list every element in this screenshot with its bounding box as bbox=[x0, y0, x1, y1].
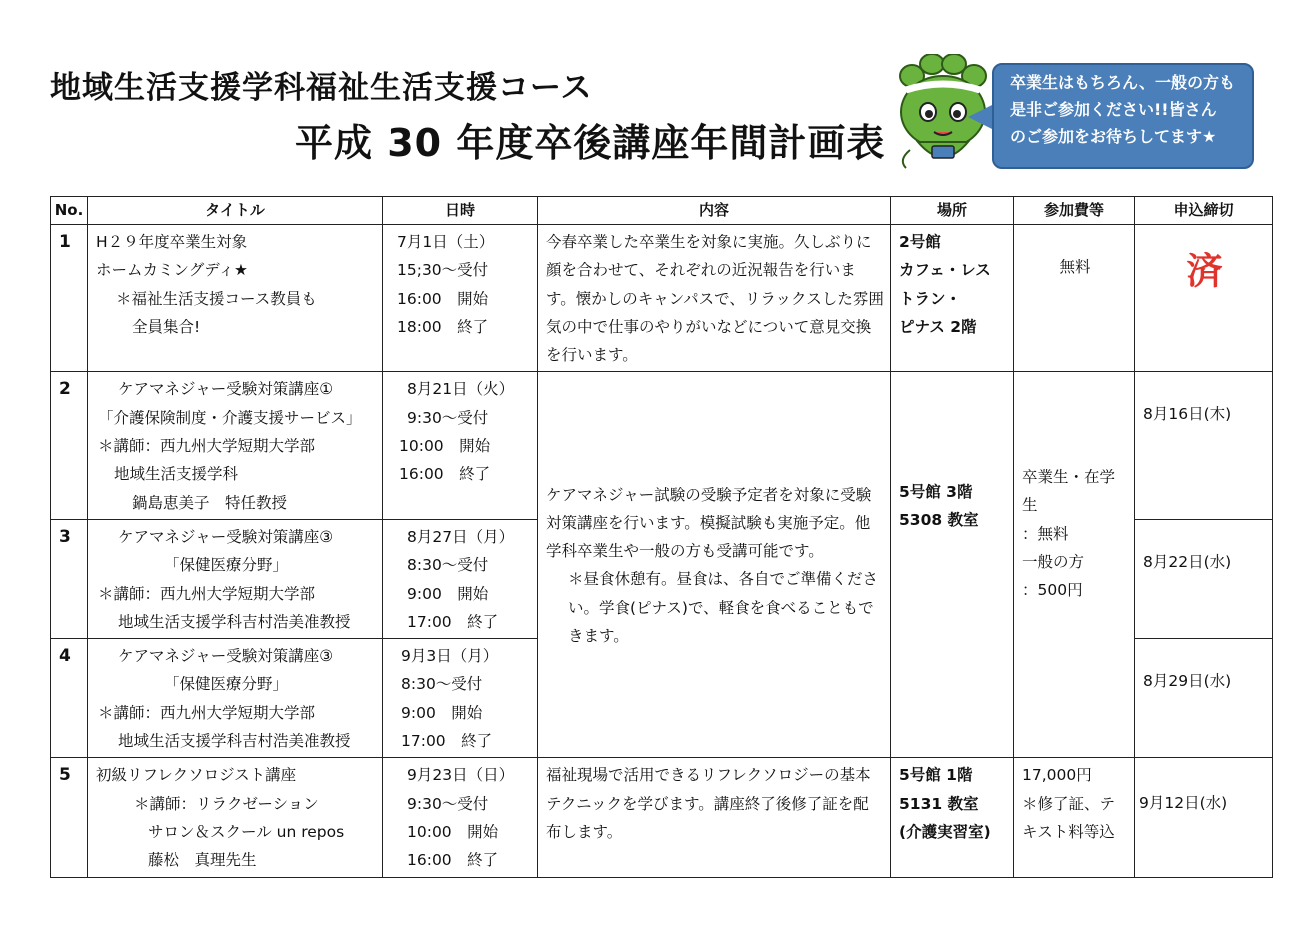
deadline-text: 9月12日(水) bbox=[1139, 794, 1228, 813]
bubble-line: 卒業生はもちろん、一般の方も bbox=[1010, 73, 1235, 92]
header-content: 内容 bbox=[538, 197, 891, 225]
speech-bubble-tail bbox=[968, 104, 994, 130]
schedule-table bbox=[50, 196, 1273, 878]
place-line: カフェ・レス bbox=[899, 261, 991, 280]
header-deadline: 申込締切 bbox=[1135, 197, 1273, 225]
header-datetime: 日時 bbox=[383, 197, 538, 225]
content-text: ケアマネジャー試験の受験予定者を対象に受験対策講座を行います。模擬試験も実施予定。他学科卒業生や一般の方も受講可能です。 bbox=[546, 485, 872, 561]
fee-line: 卒業生・在学生 bbox=[1022, 468, 1116, 515]
datetime-line: 16:00 終了 bbox=[407, 851, 499, 870]
header-no: No. bbox=[51, 197, 88, 225]
datetime-line: 10:00 開始 bbox=[407, 822, 499, 841]
datetime-line: 9:00 開始 bbox=[401, 703, 483, 722]
row-place-shared bbox=[891, 372, 1014, 758]
page-title: 平成 30 年度卒後講座年間計画表 bbox=[295, 121, 886, 165]
content-note: ＊昼食休憩有。昼食は、各自でご準備ください。学食(ピナス)で、軽食を食べることもできます。 bbox=[568, 570, 879, 645]
row-number: 1 bbox=[51, 225, 88, 372]
datetime-line: 10:00 開始 bbox=[399, 437, 491, 456]
title-line: ケアマネジャー受験対策講座① bbox=[118, 380, 334, 399]
row-deadline bbox=[1135, 639, 1273, 758]
title-line: ＊福祉生活支援コース教員も bbox=[116, 289, 317, 308]
table-header-row bbox=[51, 197, 1273, 225]
title-line: 全員集合! bbox=[132, 317, 201, 336]
row-number: 2 bbox=[51, 372, 88, 519]
row-place bbox=[891, 758, 1014, 877]
fee-line: ＊修了証、テキスト料等込 bbox=[1022, 794, 1116, 841]
title-line: H２９年度卒業生対象 bbox=[96, 233, 248, 251]
row-title bbox=[88, 639, 383, 758]
title-line: 地域生活支援学科吉村浩美准教授 bbox=[118, 732, 351, 751]
place-line: 2号館 bbox=[899, 233, 941, 251]
row-datetime bbox=[383, 225, 538, 372]
datetime-line: 8:30～受付 bbox=[407, 556, 489, 575]
fee-line: 一般の方 bbox=[1022, 553, 1085, 572]
row-fee bbox=[1014, 225, 1135, 372]
datetime-line: 18:00 終了 bbox=[397, 317, 489, 336]
title-line: 地域生活支援学科吉村浩美准教授 bbox=[118, 612, 351, 631]
place-line: 5308 教室 bbox=[899, 511, 979, 530]
row-fee bbox=[1014, 758, 1135, 877]
fee-line: ：無料 bbox=[1022, 524, 1069, 543]
bubble-line: 是非ご参加ください!!皆さん bbox=[1010, 100, 1217, 119]
datetime-line: 9月23日（日） bbox=[407, 766, 515, 785]
header-place: 場所 bbox=[891, 197, 1014, 225]
title-line: 「介護保険制度・介護支援サービス」 bbox=[98, 408, 362, 427]
row-deadline bbox=[1135, 225, 1273, 372]
deadline-text: 8月29日(水) bbox=[1143, 672, 1232, 691]
row-fee-shared bbox=[1014, 372, 1135, 758]
row-title bbox=[88, 372, 383, 519]
datetime-line: 9月3日（月） bbox=[401, 647, 499, 666]
row-deadline bbox=[1135, 519, 1273, 638]
row-content bbox=[538, 225, 891, 372]
datetime-line: 8月27日（月） bbox=[407, 527, 515, 546]
deadline-text: 8月16日(木) bbox=[1143, 405, 1232, 424]
row-datetime bbox=[383, 639, 538, 758]
table-row bbox=[51, 372, 1273, 519]
place-line: 5号館 1階 bbox=[899, 766, 973, 785]
bubble-line: のご参加をお待ちしてます★ bbox=[1010, 127, 1217, 146]
row-datetime bbox=[383, 519, 538, 638]
datetime-line: 8月21日（火） bbox=[407, 380, 515, 399]
place-line: ピナス 2階 bbox=[899, 317, 977, 336]
header-fee: 参加費等 bbox=[1014, 197, 1135, 225]
title-line: ＊講師：西九州大学短期大学部 bbox=[98, 437, 316, 456]
row-title bbox=[88, 519, 383, 638]
header-title: タイトル bbox=[88, 197, 383, 225]
datetime-line: 7月1日（土） bbox=[397, 233, 495, 251]
row-deadline bbox=[1135, 758, 1273, 877]
datetime-line: 16:00 終了 bbox=[399, 465, 491, 484]
fee-line: 17,000円 bbox=[1022, 766, 1092, 785]
fee-text: 無料 bbox=[1059, 258, 1091, 276]
title-line: ＊講師：西九州大学短期大学部 bbox=[98, 703, 316, 722]
datetime-line: 17:00 終了 bbox=[407, 612, 499, 631]
content-text: 福祉現場で活用できるリフレクソロジーの基本テクニックを学びます。講座終了後修了証を配布します。 bbox=[546, 766, 871, 841]
place-line: 5号館 3階 bbox=[899, 483, 973, 502]
fee-line: ：500円 bbox=[1022, 581, 1083, 600]
row-title bbox=[88, 225, 383, 372]
table-row bbox=[51, 225, 1273, 372]
row-title bbox=[88, 758, 383, 877]
title-line: 初級リフレクソロジスト講座 bbox=[96, 766, 297, 785]
row-content bbox=[538, 758, 891, 877]
row-number: 5 bbox=[51, 758, 88, 877]
title-line: ホームカミングディ★ bbox=[96, 261, 248, 280]
datetime-line: 9:30～受付 bbox=[407, 408, 489, 427]
datetime-line: 9:30～受付 bbox=[407, 794, 489, 813]
course-title: 地域生活支援学科福祉生活支援コース bbox=[50, 70, 593, 106]
title-line: ＊講師：西九州大学短期大学部 bbox=[98, 584, 316, 603]
title-line: 藤松 真理先生 bbox=[148, 851, 257, 870]
title-line: ＊講師：リラクゼーション bbox=[134, 794, 319, 813]
row-number: 3 bbox=[51, 519, 88, 638]
row-number: 4 bbox=[51, 639, 88, 758]
row-datetime bbox=[383, 372, 538, 519]
title-line: 地域生活支援学科 bbox=[114, 465, 239, 484]
datetime-line: 9:00 開始 bbox=[407, 584, 489, 603]
completed-stamp-icon: 済 bbox=[1186, 251, 1223, 292]
title-line: サロン＆スクール un repos bbox=[148, 822, 345, 841]
datetime-line: 16:00 開始 bbox=[397, 289, 489, 308]
title-line: 鍋島恵美子 特任教授 bbox=[132, 493, 288, 512]
title-line: ケアマネジャー受験対策講座③ bbox=[118, 647, 334, 666]
title-line: 「保健医療分野」 bbox=[164, 675, 289, 694]
row-datetime bbox=[383, 758, 538, 877]
row-content-shared bbox=[538, 372, 891, 758]
table-row bbox=[51, 758, 1273, 877]
content-text: 今春卒業した卒業生を対象に実施。久しぶりに顔を合わせて、それぞれの近況報告を行います。懐かしのキャンパスで、リラックスした雰囲気の中で仕事のやりがいなどについて意見交換を行います。 bbox=[546, 233, 884, 365]
title-line: ケアマネジャー受験対策講座③ bbox=[118, 527, 334, 546]
datetime-line: 15;30～受付 bbox=[397, 261, 489, 280]
deadline-text: 8月22日(水) bbox=[1143, 552, 1232, 571]
datetime-line: 8:30～受付 bbox=[401, 675, 483, 694]
datetime-line: 17:00 終了 bbox=[401, 732, 493, 751]
place-line: トラン・ bbox=[899, 289, 962, 308]
speech-bubble bbox=[992, 63, 1254, 169]
row-deadline bbox=[1135, 372, 1273, 519]
place-line: (介護実習室) bbox=[899, 822, 991, 841]
title-line: 「保健医療分野」 bbox=[164, 556, 289, 575]
place-line: 5131 教室 bbox=[899, 794, 979, 813]
row-place bbox=[891, 225, 1014, 372]
